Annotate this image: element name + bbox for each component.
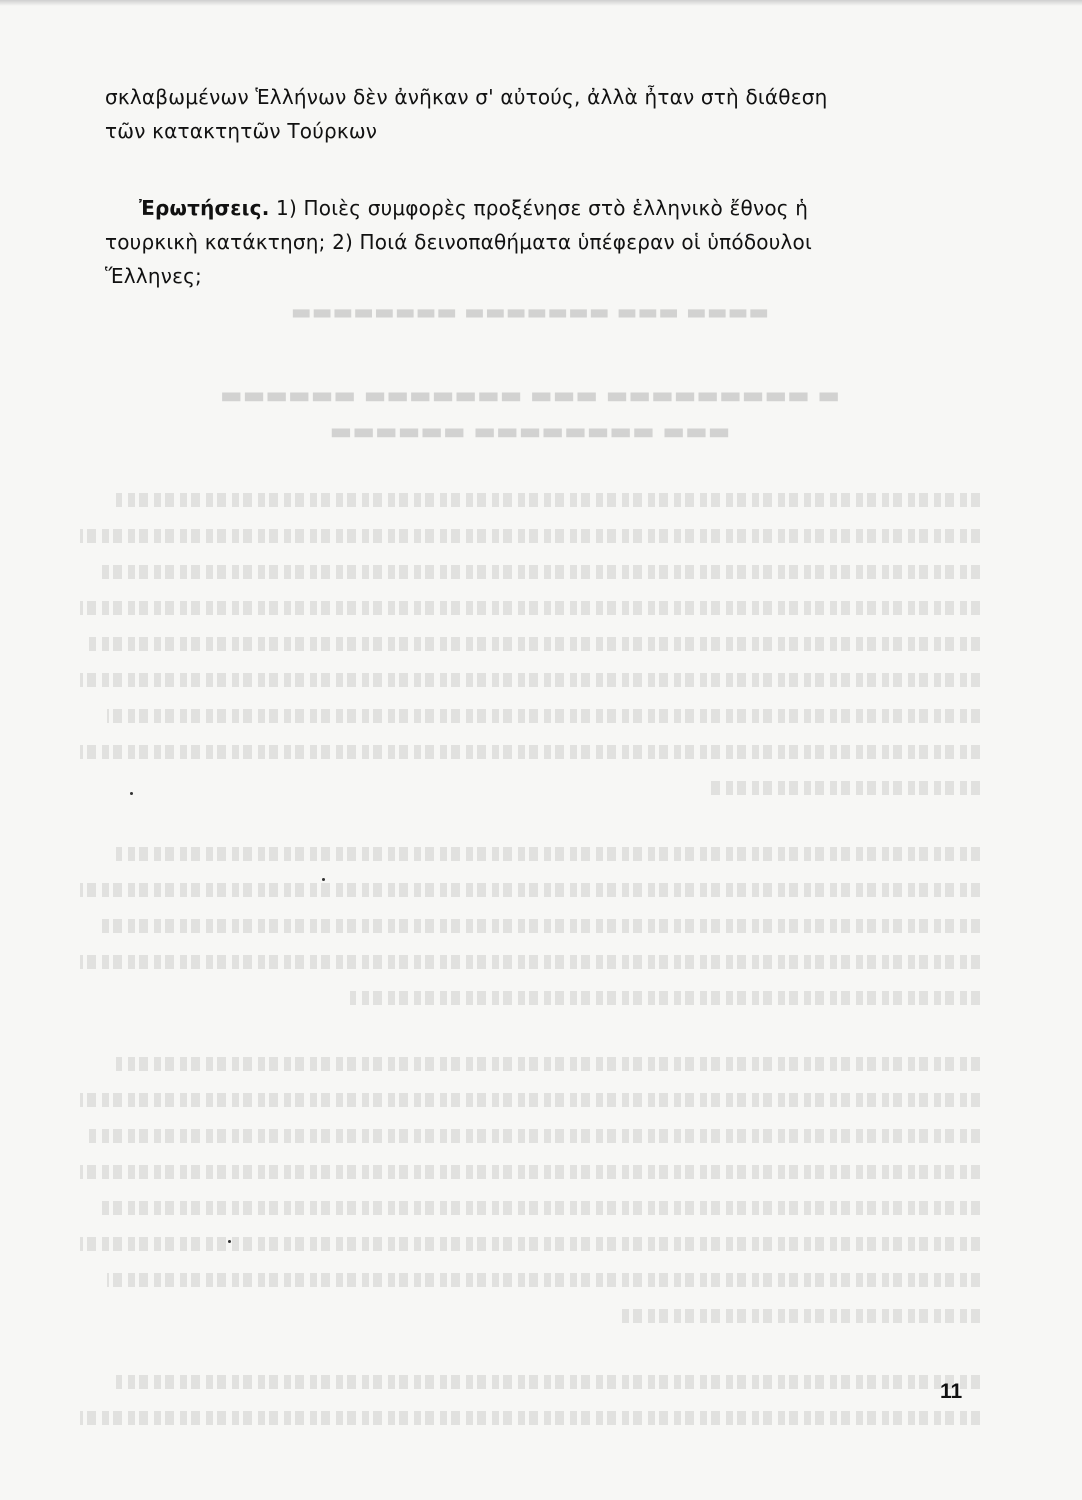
questions-paragraph	[105, 191, 965, 293]
page-number: 11	[940, 1380, 963, 1403]
scan-speck	[228, 1240, 231, 1243]
paragraph-line: τῶν κατακτητῶν Τούρκων	[105, 119, 378, 143]
bleed-title-shape: ▬▬▬▬ ▬▬▬ ▬▬▬▬▬▬▬ ▬▬▬▬▬▬▬▬	[290, 300, 770, 325]
bleed-lines	[80, 493, 980, 1425]
paragraph-continuation	[105, 80, 965, 148]
scan-speck	[130, 792, 133, 795]
questions-label: Ἐρωτήσεις.	[139, 196, 270, 220]
questions-text: 1) Ποιὲς συμφορὲς προξένησε στὸ ἑλληνικὸ ἔθνος ἡ	[269, 196, 809, 220]
questions-line: Ἕλληνες;	[105, 264, 202, 288]
scan-speck	[322, 878, 325, 881]
questions-line: τουρκικὴ κατάκτηση; 2) Ποιά δεινοπαθήματα ὑπέφεραν οἱ ὑπόδουλοι	[105, 230, 812, 254]
bleed-heading-shape: ▬ ▬▬▬▬▬▬▬▬▬ ▬▬▬ ▬▬▬▬▬▬▬ ▬▬▬▬▬▬ ▬▬▬ ▬▬▬▬▬▬▬▬ ▬▬▬▬▬▬	[219, 381, 841, 445]
paragraph-line: σκλαβωμένων Ἑλλήνων δὲν ἀνῆκαν σ' αὐτούς, ἀλλὰ ἦταν στὴ διάθεση	[105, 85, 828, 109]
bleed-through-texture	[80, 300, 980, 1370]
questions-line	[105, 191, 965, 225]
